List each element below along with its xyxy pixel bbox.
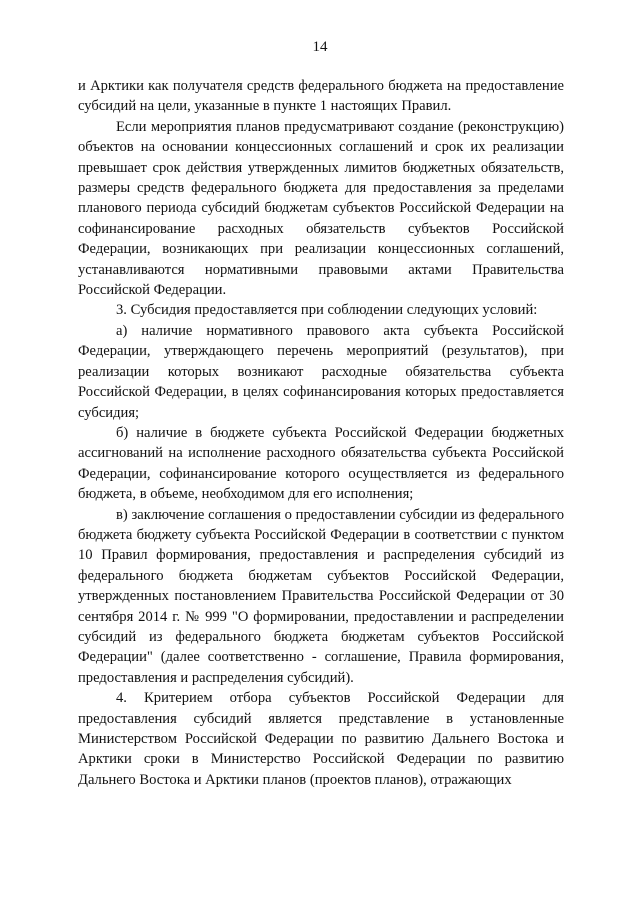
document-body [78, 76, 564, 790]
paragraph: а) наличие нормативного правового акта субъекта Российской Федерации, утверждающего перечень мероприятий (результатов), при реализации которых возникают расходные обязательства субъекта Российской Федерации, в целях софинансирования которых предоставляется субсидия; [78, 322, 564, 421]
paragraph: Если мероприятия планов предусматривают создание (реконструкцию) объектов на основании концессионных соглашений и срок их реализации превышает срок действия утвержденных лимитов бюджетных обязательств, размеры средств федерального бюджета для предоставления за пределами планового периода субсидий бюджетам субъектов Российской Федерации на софинансирование расходных обязательств субъектов Российской Федерации, возникающих при реализации концессионных соглашений, устанавливаются нормативными правовыми актами Правительства Российской Федерации. [78, 118, 564, 299]
paragraph: и Арктики как получателя средств федерального бюджета на предоставление субсидий на цели, указанные в пункте 1 настоящих Правил. [78, 78, 564, 115]
paragraph: в) заключение соглашения о предоставлении субсидии из федерального бюджета бюджету субъекта Российской Федерации в соответствии с пунктом 10 Правил формирования, предоставления и распределения субсидий из федерального бюджета бюджетам субъектов Российской Федерации, утвержденных постановлением Правительства Российской Федерации от 30 сентября 2014 г. № 999 "О формировании, предоставлении и распределении субсидий из федерального бюджета бюджетам субъектов Российской Федерации" (далее соответственно - соглашение, Правила формирования, предоставления и распределения субсидий). [78, 506, 564, 686]
page-number: 14 [312, 39, 328, 55]
paragraph: б) наличие в бюджете субъекта Российской Федерации бюджетных ассигнований на исполнение расходного обязательства субъекта Российской Федерации, софинансирование которого осуществляется из федерального бюджета, в объеме, необходимом для его исполнения; [78, 424, 564, 503]
paragraph: 3. Субсидия предоставляется при соблюдении следующих условий: [116, 302, 538, 319]
paragraph: 4. Критерием отбора субъектов Российской Федерации для предоставления субсидий является представление в установленные Министерством Российской Федерации по развитию Дальнего Востока и Арктики сроки в Министерство Российской Федерации по развитию Дальнего Востока и Арктики планов (проектов планов), отражающих [78, 690, 564, 788]
